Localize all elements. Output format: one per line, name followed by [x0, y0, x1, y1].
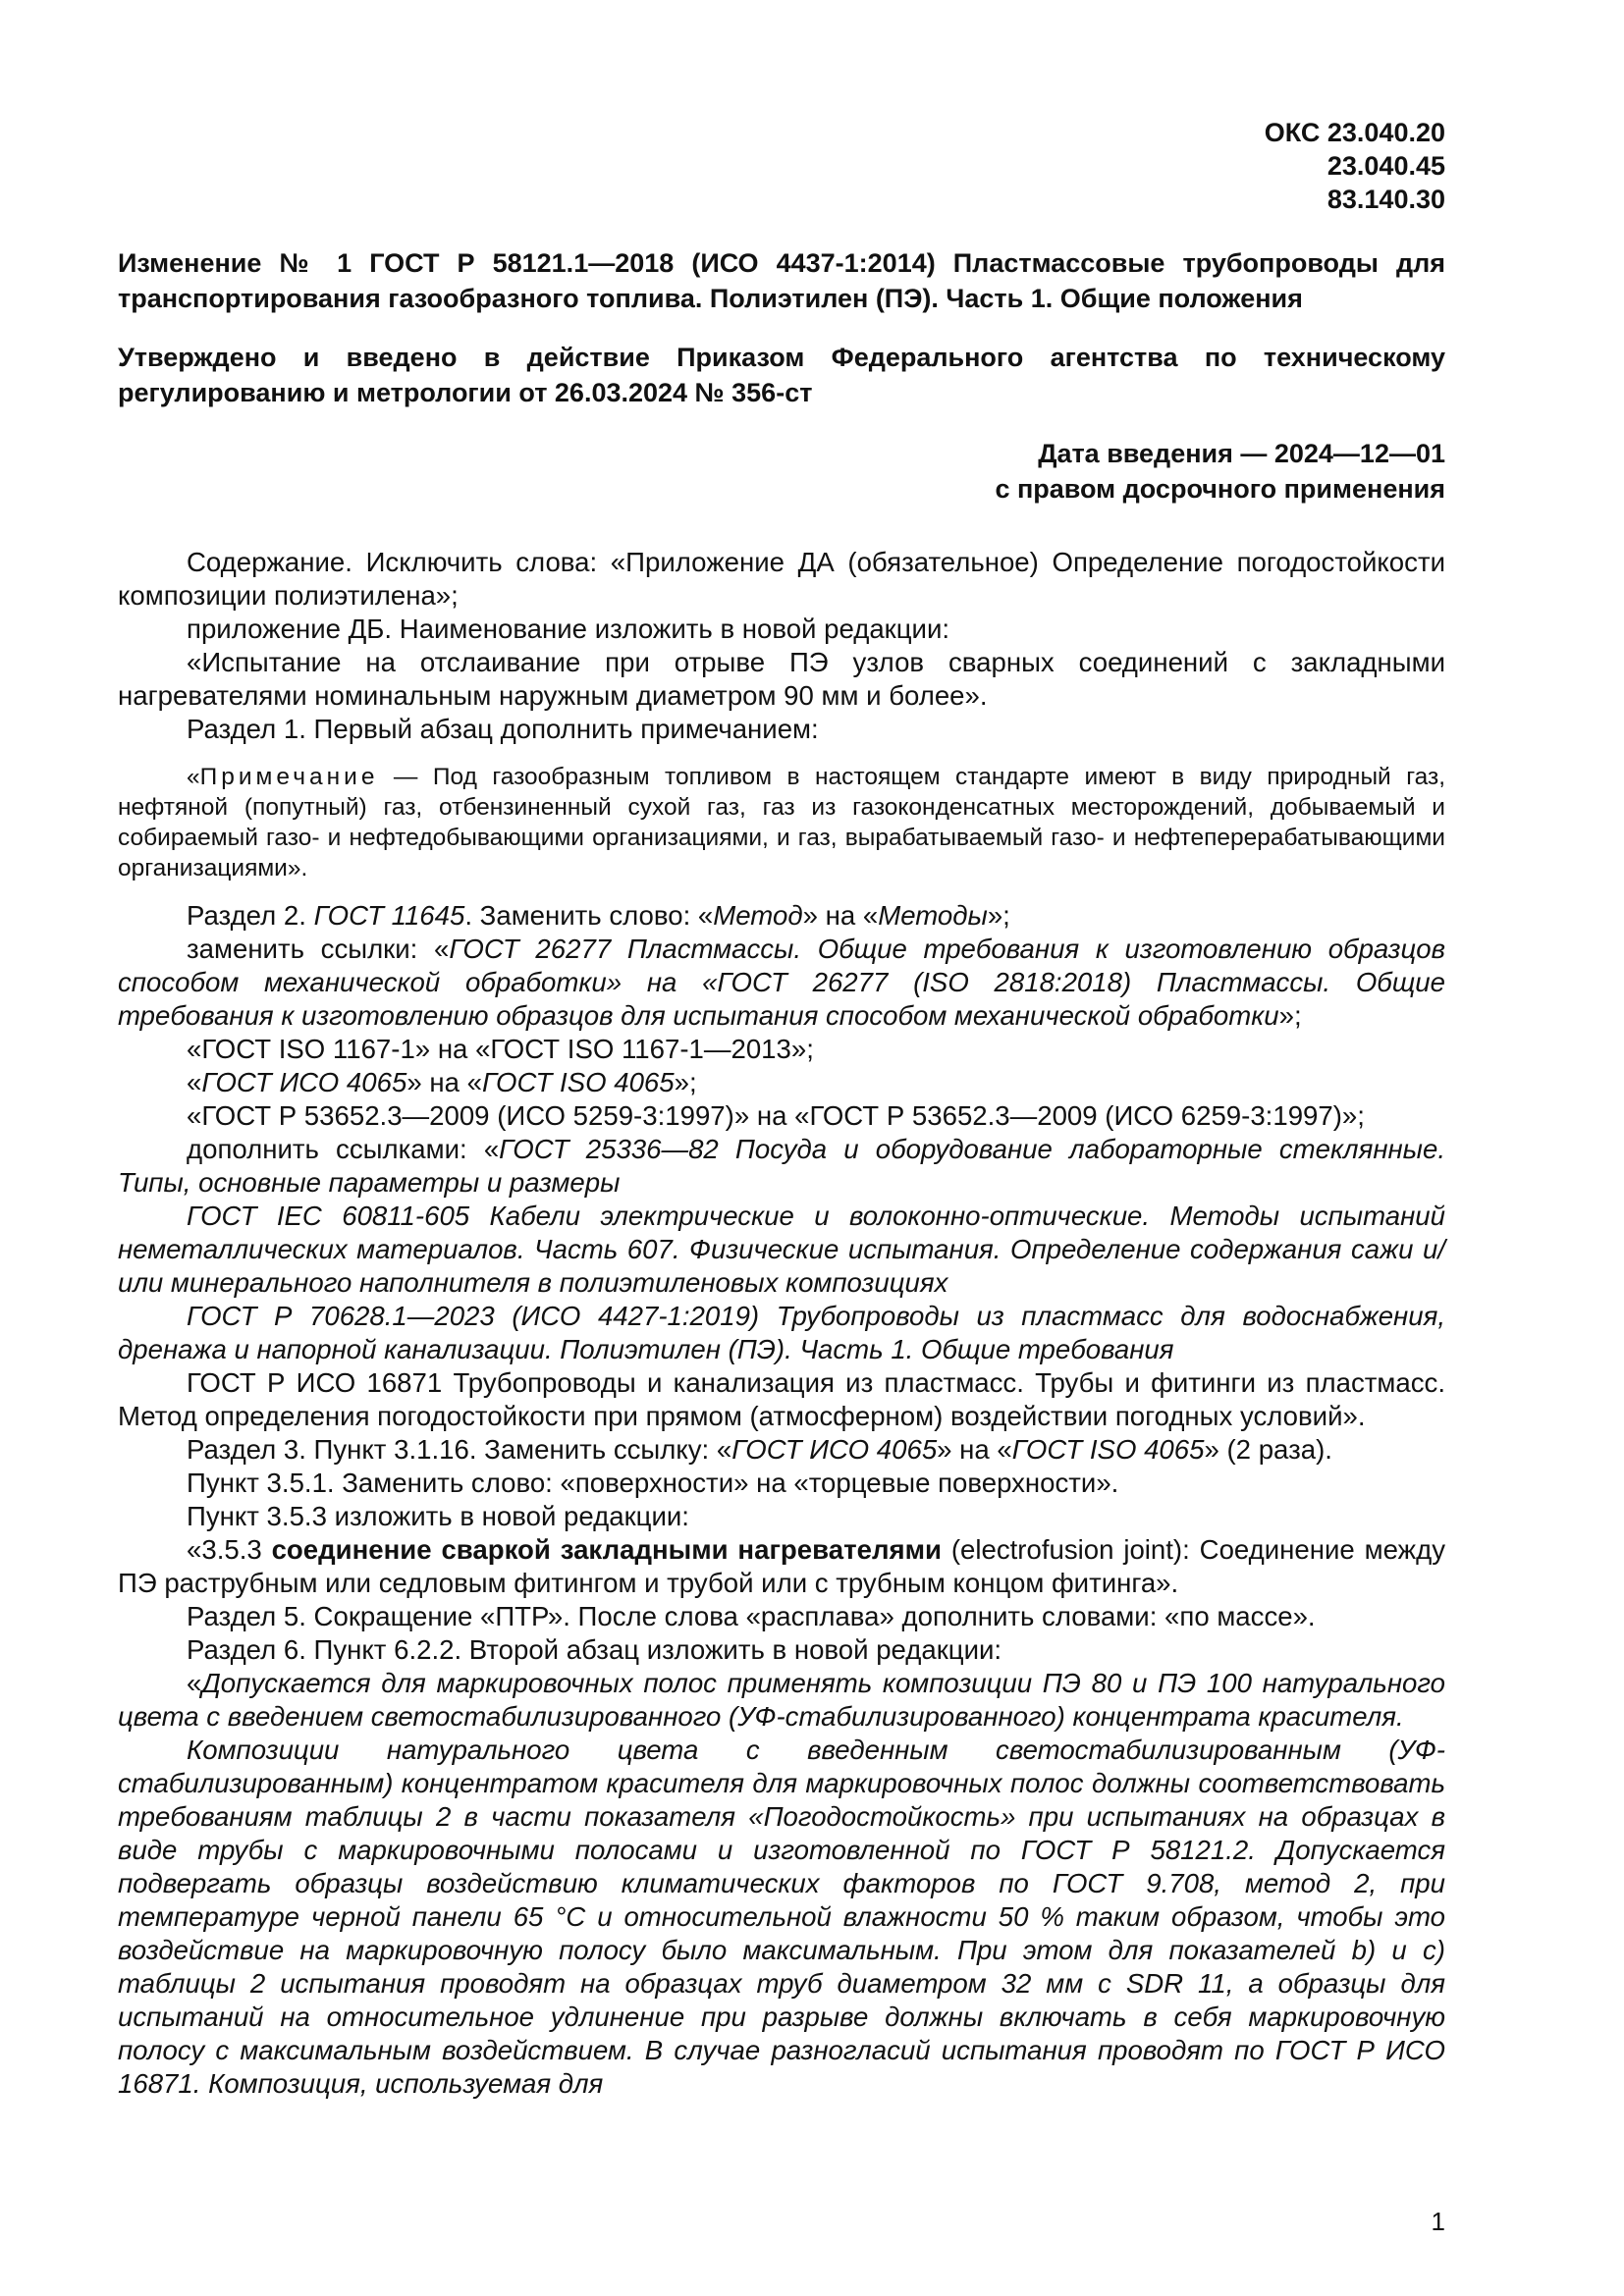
page-number: 1 — [1431, 2207, 1445, 2236]
paragraph: «ГОСТ Р 53652.3—2009 (ИСО 5259-3:1997)» на «ГОСТ Р 53652.3—2009 (ИСО 6259-3:1997)»; — [187, 1100, 1365, 1131]
paragraph — [118, 1133, 1445, 1200]
text-run: заменить ссылки: « — [187, 934, 450, 964]
paragraph: Раздел 6. Пункт 6.2.2. Второй абзац изложить в новой редакции: — [187, 1634, 1002, 1665]
paragraph: ГОСТ Р ИСО 16871 Трубопроводы и канализация из пластмасс. Трубы и фитинги из пластмасс. Метод определения погодостойкости при прямом (атмосферном) воздействии погодных условий». — [118, 1367, 1445, 1431]
text-run: »; — [674, 1067, 697, 1097]
note-label: Примечание — [199, 764, 379, 790]
oks-code: ОКС 23.040.20 — [1264, 118, 1445, 147]
effective-date-line: Дата введения — 2024—12—01 — [1038, 439, 1445, 468]
early-application-line: с правом досрочного применения — [995, 474, 1445, 504]
paragraph — [118, 933, 1445, 1033]
oks-codes — [118, 116, 1445, 216]
text-run: Раздел 3. Пункт 3.1.16. Заменить ссылку: « — [187, 1434, 732, 1465]
text-run-italic: ГОСТ ИСО 4065 — [731, 1434, 938, 1465]
text-run: » на « — [802, 900, 879, 931]
paragraph — [118, 1066, 1445, 1099]
document-page — [118, 116, 1445, 2101]
text-run-italic: Допускается для маркировочных полос применять композиции ПЭ 80 и ПЭ 100 натурального цвета с введением светостабилизированного (УФ-стабилизированного) концентрата красителя. — [118, 1668, 1445, 1732]
text-run-italic: ГОСТ 26277 Пластмассы. Общие требования к изготовлению образцов способом механической обработки» на «ГОСТ 26277 (ISO 2818:2018) Пластмассы. Общие требования к изготовлению образцов для испытания способом механической обработки — [118, 934, 1446, 1031]
paragraph — [118, 899, 1445, 933]
paragraph — [118, 1200, 1445, 1300]
paragraph: приложение ДБ. Наименование изложить в новой редакции: — [187, 614, 950, 644]
text-run: » (2 раза). — [1204, 1434, 1332, 1465]
paragraph: Раздел 5. Сокращение «ПТР». После слова «расплава» дополнить словами: «по массе». — [187, 1601, 1316, 1631]
paragraph — [118, 1433, 1445, 1467]
approval-statement: Утверждено и введено в действие Приказом Федерального агентства по техническому регулированию и метрологии от 26.03.2024 № 356-ст — [118, 343, 1445, 407]
text-run-italic: ГОСТ Р 70628.1—2023 (ИСО 4427-1:2019) Трубопроводы из пластмасс для водоснабжения, дренажа и напорной канализации. Полиэтилен (ПЭ). Часть 1. Общие требования — [118, 1301, 1445, 1364]
paragraph — [118, 1300, 1445, 1366]
oks-code: 23.040.45 — [1326, 151, 1445, 181]
text-run-italic: Методы — [878, 900, 988, 931]
note-paragraph — [118, 762, 1445, 883]
text-run-italic: ГОСТ ISO 4065 — [481, 1067, 675, 1097]
paragraph — [118, 1667, 1445, 1734]
text-run-italic: ГОСТ 25336—82 Посуда и оборудование лабораторные стеклянные. Типы, основные параметры и размеры — [118, 1134, 1446, 1198]
paragraph: «ГОСТ ISO 1167-1» на «ГОСТ ISO 1167-1—2013»; — [187, 1034, 814, 1064]
text-run-italic: ГОСТ IEC 60811-605 Кабели электрические и волоконно-оптические. Методы испытаний неметаллических материалов. Часть 607. Физические испытания. Определение содержания сажи и/или минерального наполнителя в полиэтиленовых композициях — [118, 1201, 1445, 1298]
text-run: «3.5.3 — [187, 1534, 272, 1565]
note-text: — Под газообразным топливом в настоящем стандарте имеют в виду природный газ, нефтяной (попутный) газ, отбензиненный сухой газ, газ из газоконденсатных месторождений, добываемый и собираемый газо- и нефтедобывающими организациями, и газ, вырабатываемый газо- и нефтеперерабатывающими организациями». — [118, 764, 1445, 881]
text-run-italic: ГОСТ ИСО 4065 — [201, 1067, 407, 1097]
text-run: дополнить ссылками: « — [187, 1134, 500, 1164]
effective-date — [118, 436, 1445, 507]
document-body — [118, 546, 1445, 2101]
text-run: (electrofusion joint): Соединение между ПЭ раструбным или седловым фитингом и трубой или с трубным концом фитинга». — [118, 1534, 1445, 1598]
paragraph: Пункт 3.5.1. Заменить слово: «поверхности» на «торцевые поверхности». — [187, 1468, 1119, 1498]
text-run-italic: Метод — [713, 900, 803, 931]
paragraph — [118, 1734, 1445, 2101]
text-run: . Заменить слово: « — [464, 900, 714, 931]
paragraph — [118, 1533, 1445, 1600]
paragraph: Пункт 3.5.3 изложить в новой редакции: — [187, 1501, 689, 1531]
text-run: » на « — [937, 1434, 1012, 1465]
text-run: Раздел 2. — [187, 900, 314, 931]
term-bold: соединение сваркой закладными нагревателями — [271, 1534, 942, 1565]
text-run-italic: Композиции натурального цвета с введенным светостабилизированным (УФ-стабилизированным) концентратом красителя для маркировочных полос должны соответствовать требованиям таблицы 2 в части показателя «Погодостойкость» при испытаниях на образцах в виде трубы с маркировочными полосами и изготовленной по ГОСТ Р 58121.2. Допускается подвергать образцы воздействию климатических факторов по ГОСТ 9.708, метод 2, при температуре черной панели 65 °С и относительной влажности 50 % таким образом, чтобы это воздействие на маркировочную полосу было максимальным. При этом для показателей b) и с) таблицы 2 испытания проводят на образцах труб диаметром 32 мм с SDR 11, а образцы для испытаний на относительное удлинение при разрыве должны включать в себя маркировочную полосу с максимальным воздействием. В случае разногласий испытания проводят по ГОСТ Р ИСО 16871. Композиция, используемая для — [118, 1735, 1445, 2099]
text-run-italic: ГОСТ ISO 4065 — [1011, 1434, 1205, 1465]
paragraph: «Испытание на отслаивание при отрыве ПЭ узлов сварных соединений с закладными нагревателями номинальным наружным диаметром 90 мм и более». — [118, 647, 1445, 711]
text-run: « — [187, 1067, 202, 1097]
text-run: »; — [987, 900, 1010, 931]
text-run: « — [187, 1668, 202, 1698]
document-title: Изменение № 1 ГОСТ Р 58121.1—2018 (ИСО 4437-1:2014) Пластмассовые трубопроводы для транспортирования газообразного топлива. Полиэтилен (ПЭ). Часть 1. Общие положения — [118, 248, 1445, 313]
oks-code: 83.140.30 — [1326, 185, 1445, 214]
text-run: » на « — [406, 1067, 482, 1097]
paragraph: Раздел 1. Первый абзац дополнить примечанием: — [187, 714, 819, 744]
text-run: »; — [1278, 1000, 1302, 1031]
paragraph: Содержание. Исключить слова: «Приложение ДА (обязательное) Определение погодостойкости композиции полиэтилена»; — [118, 547, 1445, 611]
text-run-italic: ГОСТ 11645 — [313, 900, 465, 931]
note-quote: « — [187, 764, 200, 790]
